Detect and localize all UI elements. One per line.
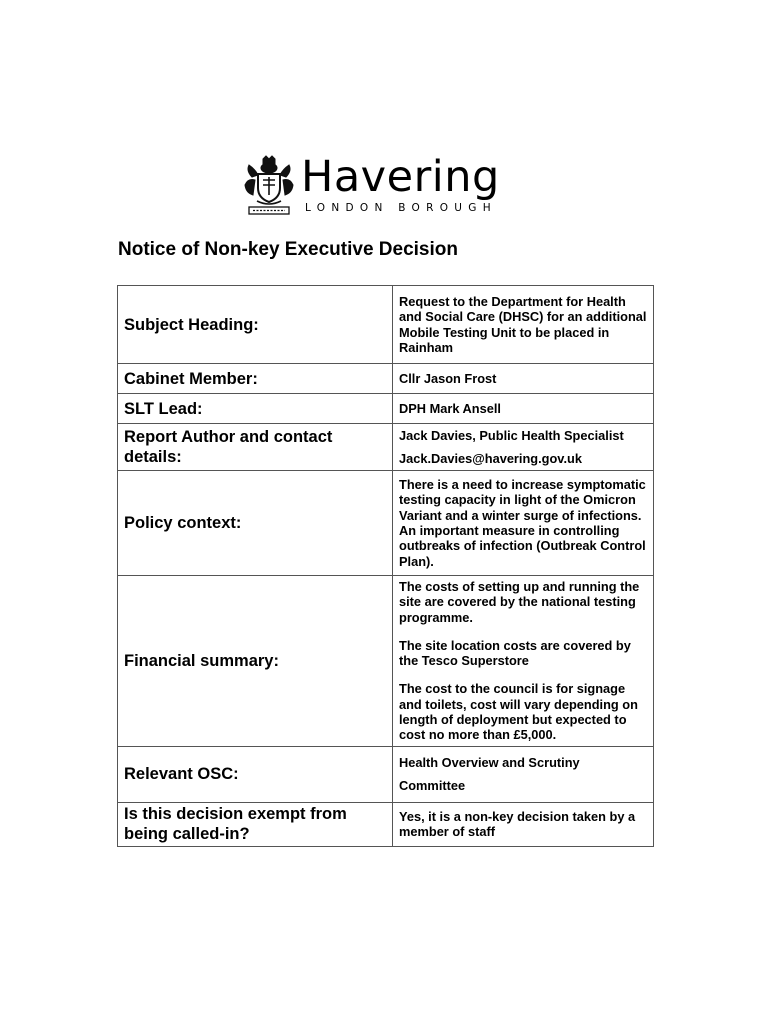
relevant-osc-value — [393, 746, 654, 802]
havering-crest-icon — [243, 155, 295, 217]
table-row-policy-context — [118, 471, 654, 576]
table-row-financial-summary — [118, 576, 654, 747]
subject-heading-label: Subject Heading: — [118, 286, 393, 364]
brand-subtitle: LONDON BOROUGH — [305, 202, 497, 214]
havering-logo — [243, 152, 523, 220]
call-in-exempt-label: Is this decision exempt from being called-in? — [118, 802, 393, 846]
table-row-call-in-exempt — [118, 802, 654, 846]
financial-summary-label: Financial summary: — [118, 576, 393, 747]
decision-table — [117, 285, 654, 847]
financial-summary-paragraph: The costs of setting up and running the site are covered by the national testing programme. — [399, 579, 640, 625]
table-row-relevant-osc — [118, 746, 654, 802]
slt-lead-value: DPH Mark Ansell — [393, 394, 654, 424]
cabinet-member-value: Cllr Jason Frost — [393, 364, 654, 394]
policy-context-value: There is a need to increase symptomatic testing capacity in light of the Omicron Variant and a winter surge of infections. An important measure in controlling outbreaks of infection (Outbreak Control Plan). — [393, 471, 654, 576]
call-in-exempt-value: Yes, it is a non-key decision taken by a member of staff — [393, 802, 654, 846]
financial-summary-paragraph: The site location costs are covered by the Tesco Superstore — [399, 637, 631, 669]
cabinet-member-label: Cabinet Member: — [118, 364, 393, 394]
slt-lead-label: SLT Lead: — [118, 394, 393, 424]
table-row-report-author — [118, 424, 654, 471]
relevant-osc-line2: Committee — [399, 778, 466, 794]
table-row-slt-lead — [118, 394, 654, 424]
report-author-name: Jack Davies, Public Health Specialist — [399, 427, 624, 443]
relevant-osc-line1: Health Overview and Scrutiny — [399, 754, 580, 770]
policy-context-label: Policy context: — [118, 471, 393, 576]
financial-summary-value — [393, 576, 654, 747]
relevant-osc-label: Relevant OSC: — [118, 746, 393, 802]
document-title: Notice of Non-key Executive Decision — [118, 239, 458, 260]
brand-name: Havering — [301, 152, 500, 202]
table-row-subject-heading — [118, 286, 654, 364]
subject-heading-value: Request to the Department for Health and Social Care (DHSC) for an additional Mobile Testing Unit to be placed in Rainham — [393, 286, 654, 364]
financial-summary-paragraph: The cost to the council is for signage and toilets, cost will vary depending on length of deployment but expected to cost no more than £5,000. — [399, 681, 638, 743]
table-row-cabinet-member — [118, 364, 654, 394]
report-author-value — [393, 424, 654, 471]
report-author-email: Jack.Davies@havering.gov.uk — [399, 451, 582, 466]
report-author-label: Report Author and contact details: — [118, 424, 393, 471]
